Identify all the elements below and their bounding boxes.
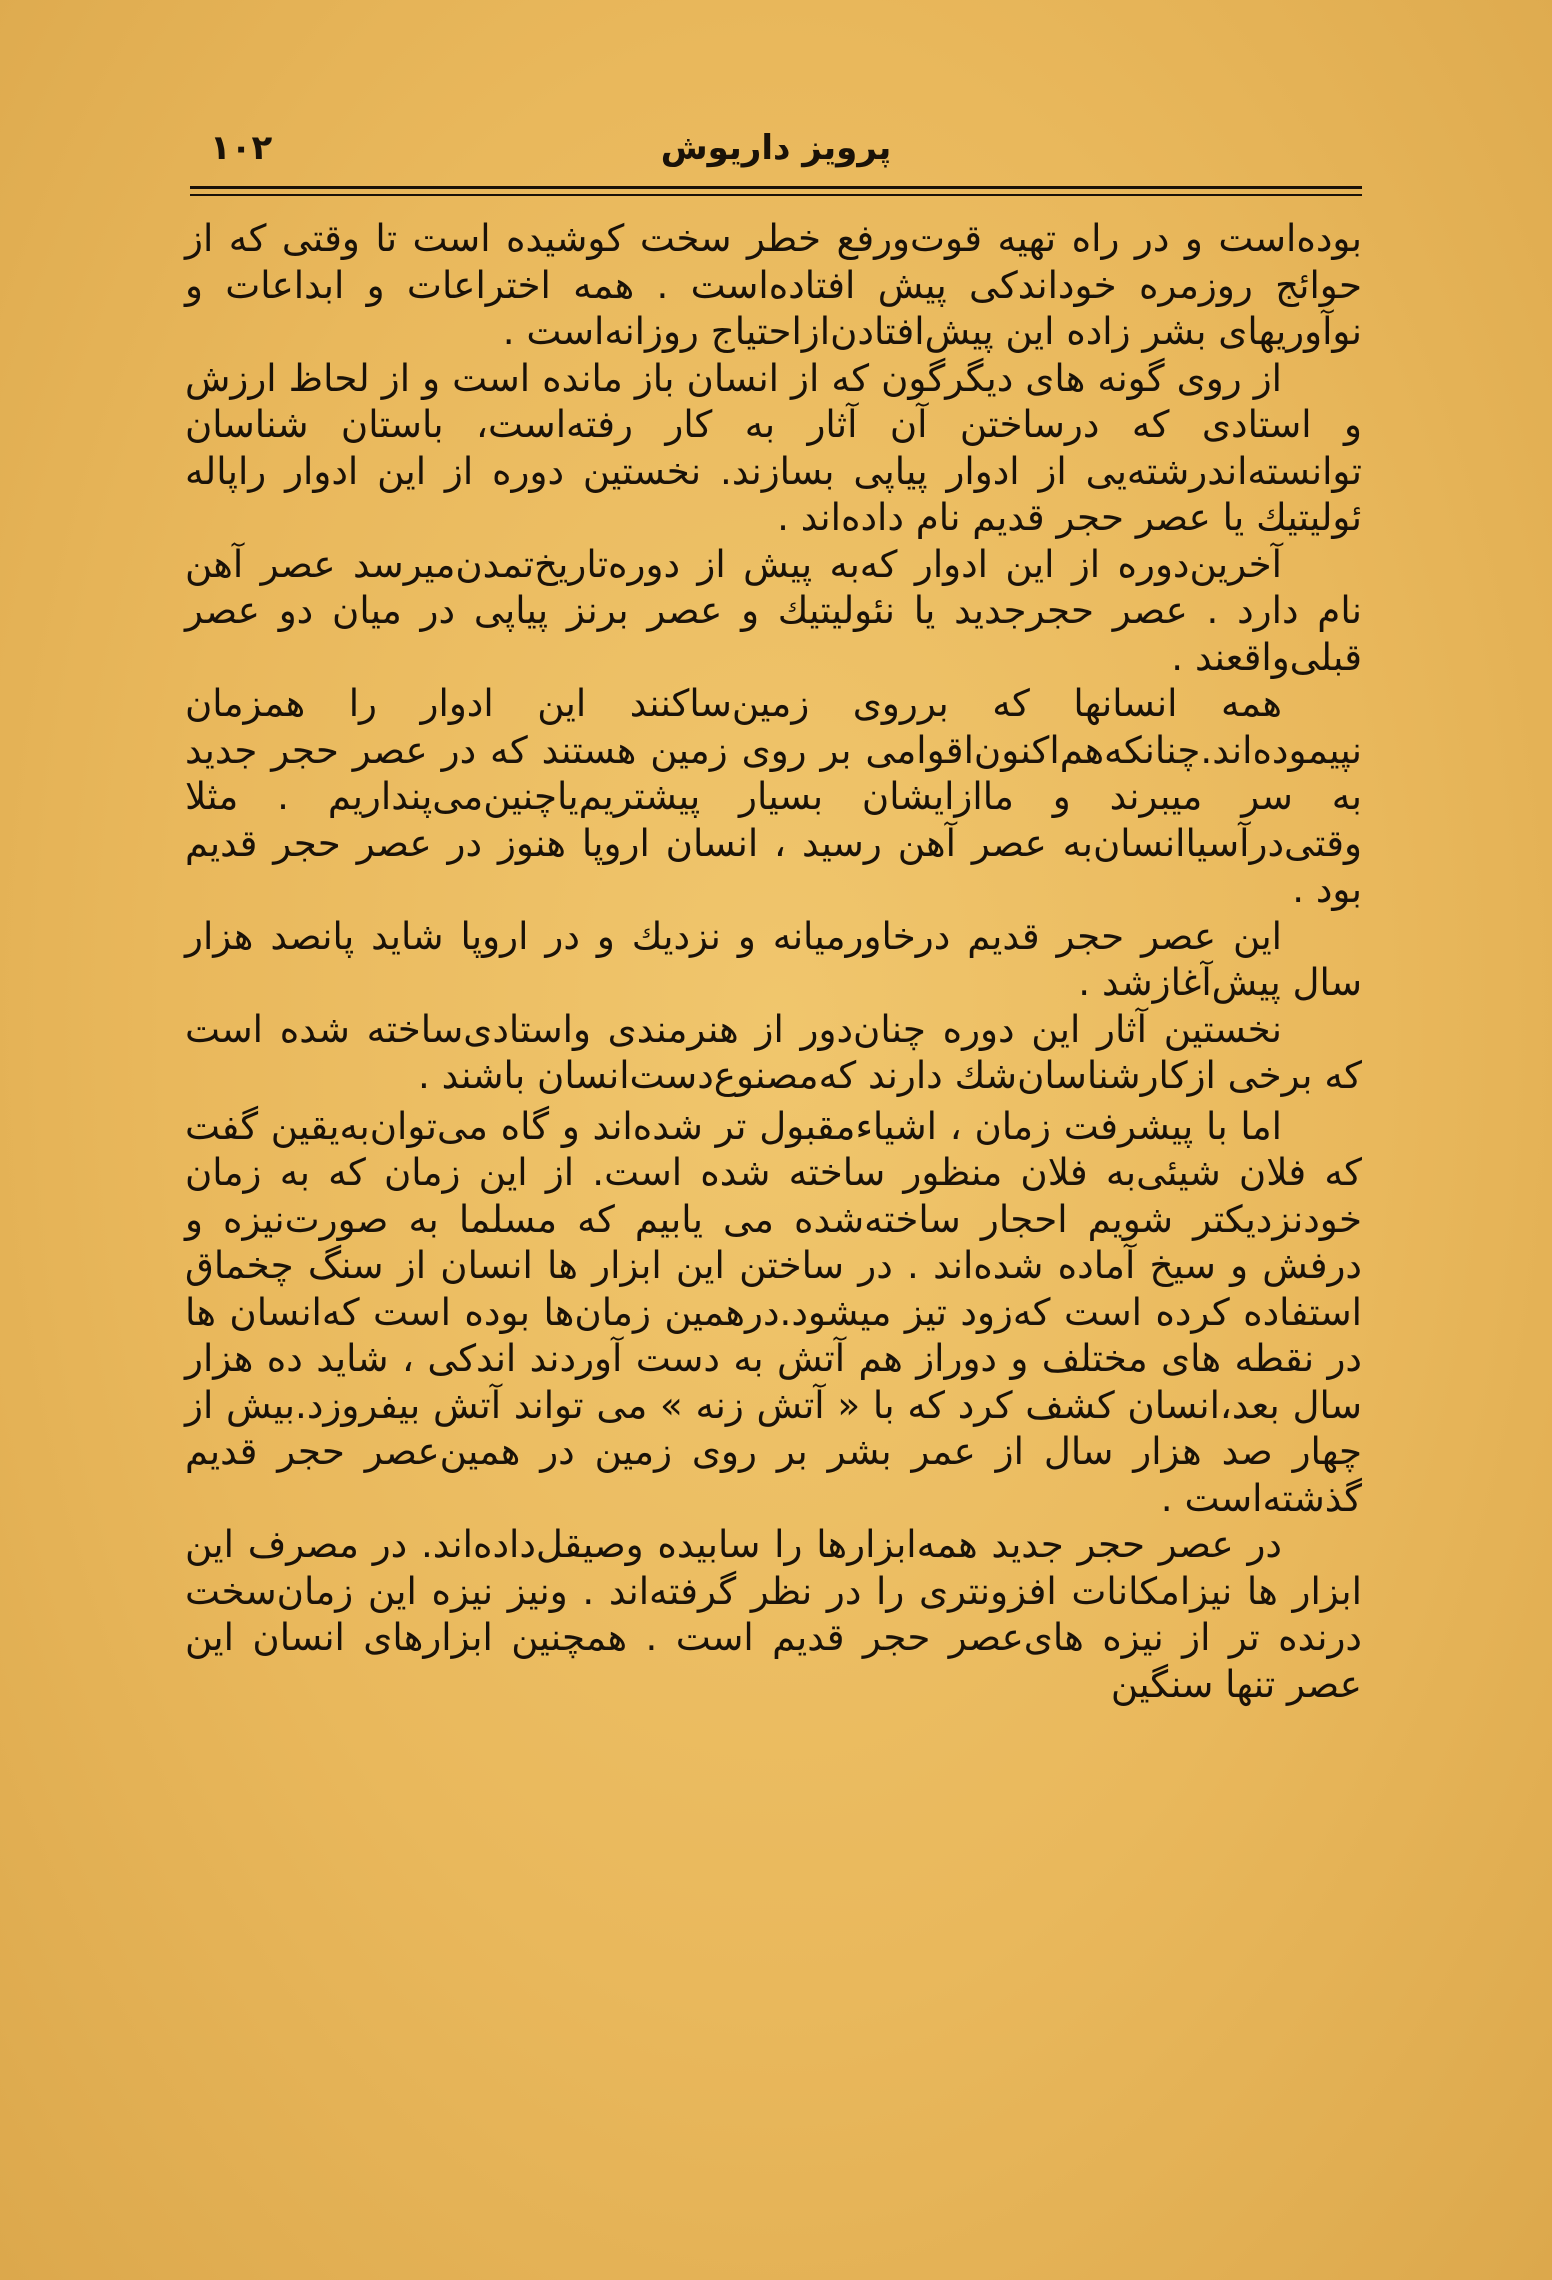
page-number: ۱۰۲ [210, 128, 273, 168]
paragraph: اما با پیشرفت زمان ، اشیاءمقبول تر شده‌اند و گاه می‌توان‌به‌یقین گفت که فلان شیئی‌به فلان منظور ساخته شده است. از این زمان که به زمان خودنزدیکتر شویم احجار ساخته‌شده می یابیم که مسلما به صورت‌نیزه و درفش و سیخ آماده شده‌اند . در ساختن این ابزار ها انسان از سنگ چخماق استفاده کرده است که‌زود تیز میشود.درهمین زمان‌ها بوده است که‌انسان ها در نقطه های مختلف و دوراز هم آتش به دست آوردند اندکی ، شاید ده هزار سال بعد،انسان کشف کرد که با « آتش زنه » می تواند آتش بیفروزد.بیش از چهار صد هزار سال از عمر بشر بر روی زمین در همین‌عصر حجر قدیم گذشته‌است . [185, 1103, 1362, 1520]
paragraph: از روی گونه های دیگرگون که از انسان باز مانده است و از لحاظ ارزش و استادی که درساختن آن آثار به کار رفته‌است، باستان شناسان توانسته‌اندرشته‌یی از ادوار پیاپی بسازند. نخستین دوره از این ادوار راپاله ئولیتیك یا عصر حجر قدیم نام داده‌اند . [185, 355, 1362, 539]
running-title: پرویز داریوش [660, 128, 892, 168]
paragraph: آخرین‌دوره از این ادوار که‌به پیش از دوره‌تاریخ‌تمدن‌میرسد عصر آهن نام دارد . عصر حجرجدید یا نئولیتیك و عصر برنز پیاپی در میان دو عصر قبلی‌واقعند . [185, 541, 1362, 679]
paragraph: در عصر حجر جدید همه‌ابزارها را سابیده وصیقل‌داده‌اند. در مصرف این ابزار ها نیزامکانات افزونتری را در نظر گرفته‌اند . ونیز نیزه این زمان‌سخت درنده تر از نیزه های‌عصر حجر قدیم است . همچنین ابزارهای انسان این عصر تنها سنگین [185, 1522, 1362, 1706]
paragraph: بوده‌است و در راه تهیه قوت‌ورفع خطر سخت کوشیده است تا وقتی که از حوائج روزمره خوداندکی پیش افتاده‌است . همه اختراعات و ابداعات و نوآوریهای بشر زاده این پیش‌افتادن‌ازاحتیاج روزانه‌است . [185, 216, 1362, 353]
header-rule-thin [190, 194, 1362, 196]
paragraph: این عصر حجر قدیم درخاورمیانه و نزدیك و در اروپا شاید پانصد هزار سال پیش‌آغاز‌شد . [185, 913, 1362, 1004]
body-text [185, 215, 1362, 1707]
header-rule-thick [190, 186, 1362, 189]
page-header [190, 128, 1362, 188]
paragraph: همه انسانها که برروی زمین‌ساکنند این ادوار را همزمان نپیموده‌اند.چنانکه‌هم‌اکنون‌اقوامی بر روی زمین هستند که در عصر حجر جدید به سر میبرند و ماازایشان بسیار پیشتریم‌یاچنین‌می‌پنداریم . مثلا وقتی‌درآسیاانسان‌به عصر آهن رسید ، انسان اروپا هنوز در عصر حجر قدیم بود . [185, 681, 1362, 911]
paragraph: نخستین آثار این دوره چنان‌دور از هنرمندی واستادی‌ساخته شده است که برخی ازکارشناسان‌شك دارند که‌مصنوع‌دست‌انسان باشند . [185, 1006, 1362, 1097]
